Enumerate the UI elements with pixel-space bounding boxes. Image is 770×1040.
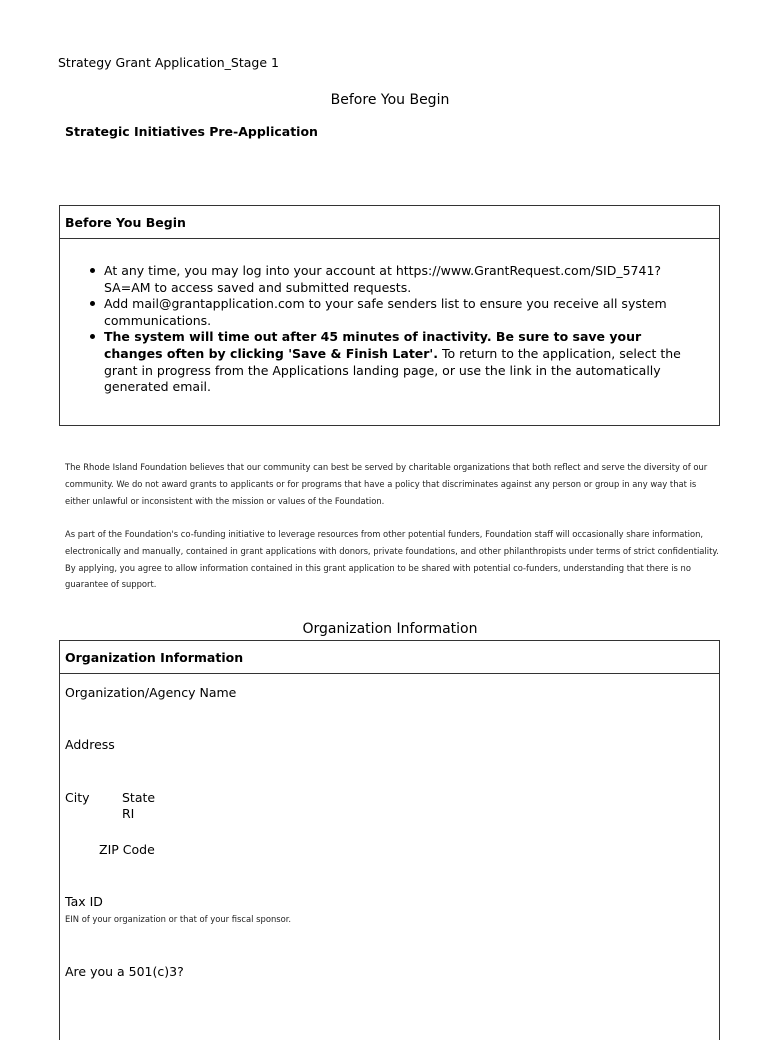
state-value: RI bbox=[122, 806, 135, 821]
city-label: City bbox=[65, 790, 90, 805]
zip-code-label: ZIP Code bbox=[99, 842, 155, 857]
instruction-item-safe-senders bbox=[88, 296, 698, 329]
tax-id-label: Tax ID bbox=[65, 894, 103, 909]
organization-information-heading: Organization Information bbox=[302, 621, 478, 637]
before-you-begin-box bbox=[59, 205, 720, 426]
tax-id-hint: EIN of your organization or that of your fiscal sponsor. bbox=[65, 914, 292, 924]
address-label: Address bbox=[65, 737, 115, 752]
instruction-item-timeout bbox=[88, 329, 698, 395]
document-title: Strategy Grant Application_Stage 1 bbox=[58, 55, 279, 70]
timeout-warning: The system will time out after 45 minutes of inactivity. Be sure to save your changes often by clicking 'Save & Finish Later'. bbox=[104, 329, 642, 361]
organization-name-label: Organization/Agency Name bbox=[65, 685, 237, 700]
instruction-text: Add mail@grantapplication.com to your safe senders list to ensure you receive all system communications. bbox=[104, 296, 667, 328]
organization-information-box-title: Organization Information bbox=[60, 641, 719, 674]
pre-application-subheading: Strategic Initiatives Pre-Application bbox=[65, 124, 318, 139]
nondiscrimination-paragraph: The Rhode Island Foundation believes that our community can best be served by charitable organizations that both reflect and serve the diversity of our community. We do not award grants to applicants or for programs that have a policy that discriminates against any person or group in any way that is either unlawful or inconsistent with the mission or values of the Foundation. bbox=[65, 462, 708, 506]
instruction-text: To return to the application, select the grant in progress from the Applications landing page, or use the link in the automatically generated email. bbox=[104, 345, 681, 395]
before-you-begin-box-title: Before You Begin bbox=[60, 206, 719, 239]
cofunding-paragraph: As part of the Foundation's co-funding initiative to leverage resources from other potential funders, Foundation staff will occasionally share information, electronically and manually, contained in grant applications with donors, private foundations, and other philanthropists under terms of strict confidentiality. By applying, you agree to allow information contained in this grant application to be shared with potential co-funders, understanding that there is no guarantee of support. bbox=[65, 529, 719, 590]
state-label: State bbox=[122, 790, 156, 805]
501c3-question-label: Are you a 501(c)3? bbox=[65, 964, 184, 979]
organization-information-box bbox=[59, 640, 720, 1040]
instructions-list bbox=[88, 263, 698, 396]
before-you-begin-heading: Before You Begin bbox=[330, 92, 450, 108]
instruction-text: At any time, you may log into your account at https://www.GrantRequest.com/SID_5741?SA=AM to access saved and submitted requests. bbox=[104, 263, 662, 295]
instruction-item-login bbox=[88, 263, 698, 296]
